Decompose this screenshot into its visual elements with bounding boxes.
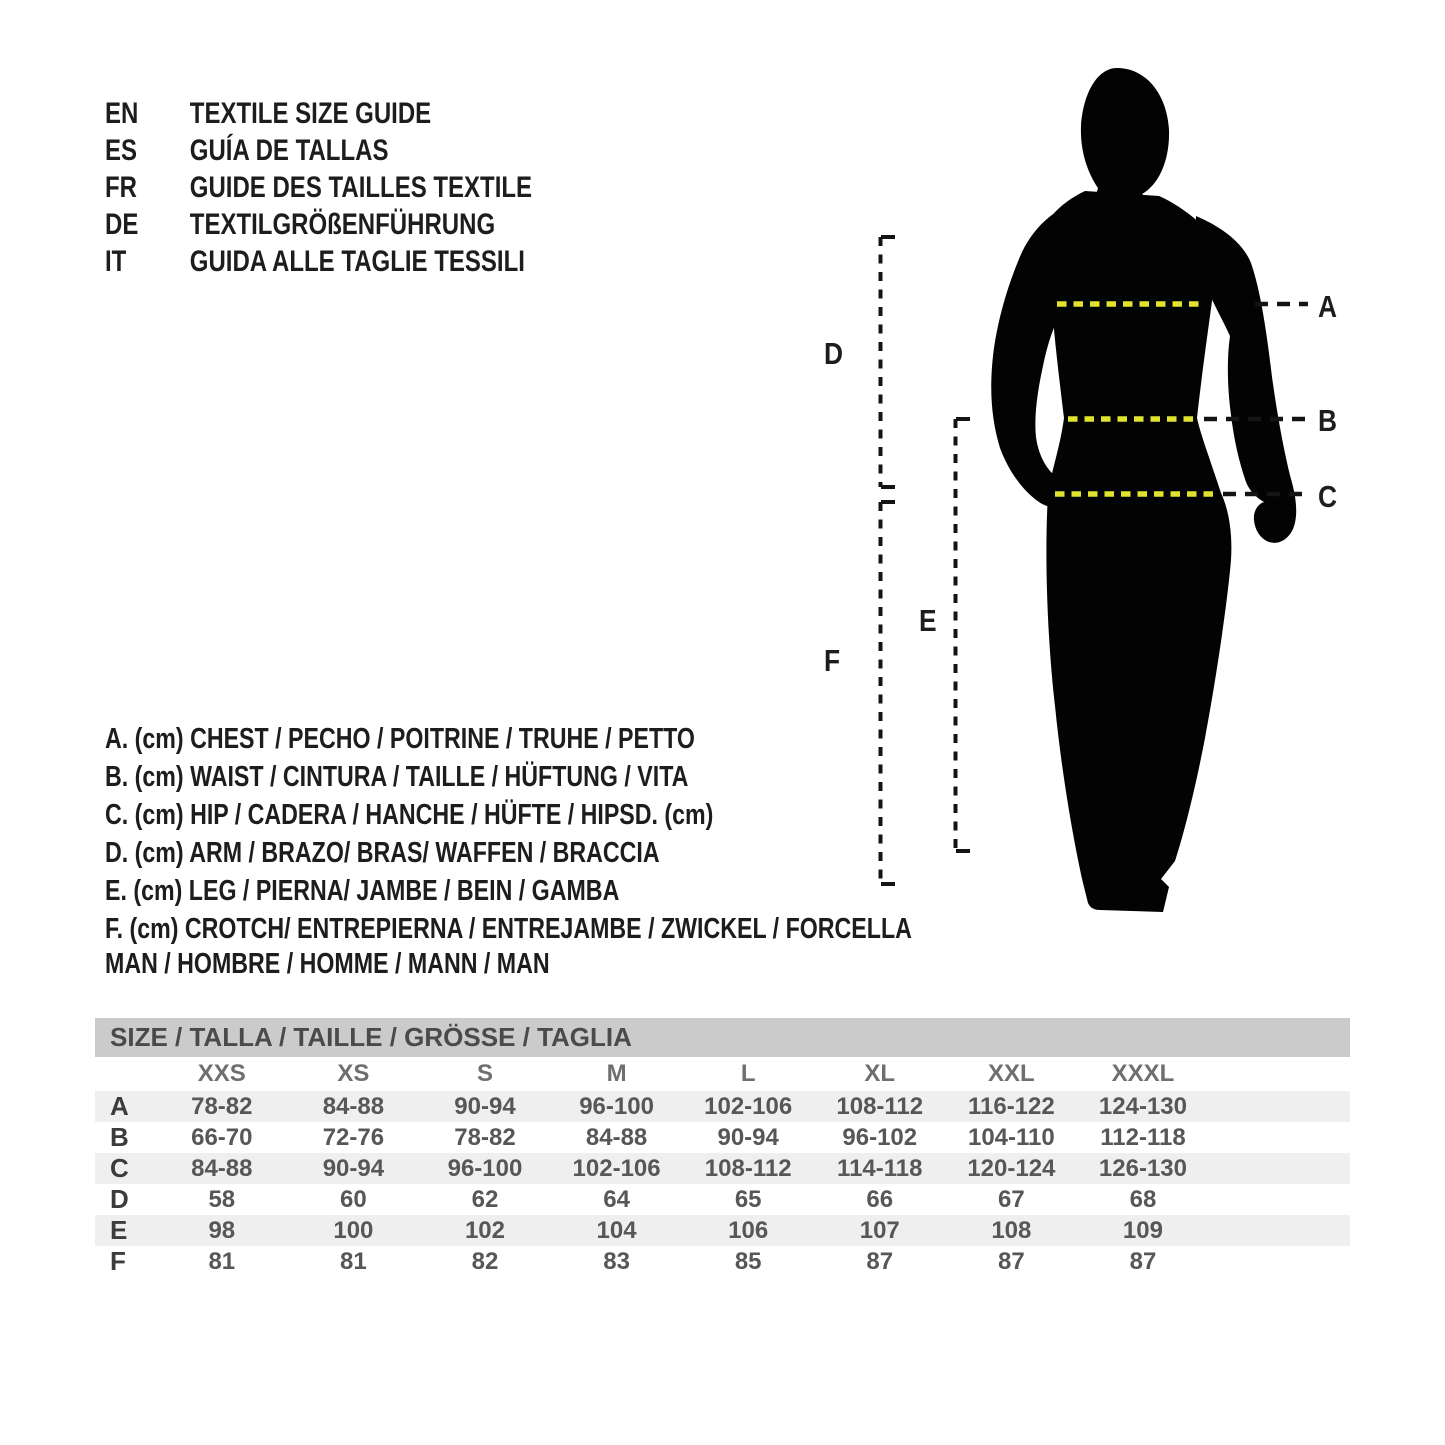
language-title: TEXTILE SIZE GUIDE (189, 97, 432, 130)
row-label: E (110, 1215, 128, 1245)
size-column-header: M (606, 1060, 627, 1087)
legend-item: B. (cm) WAIST / CINTURA / TAILLE / HÜFTUNG / VITA (105, 761, 689, 793)
size-value-cell: 87 (866, 1247, 894, 1275)
size-column-header: XS (337, 1060, 370, 1087)
row-label: C (110, 1153, 129, 1183)
size-value-cell: 66 (866, 1185, 894, 1213)
legend-item: E. (cm) LEG / PIERNA/ JAMBE / BEIN / GAMBA (105, 875, 620, 907)
language-code: DE (105, 208, 139, 241)
size-value-cell: 106 (728, 1216, 769, 1244)
size-value-cell: 116-122 (967, 1092, 1055, 1120)
size-value-cell: 84-88 (191, 1154, 253, 1182)
size-value-cell: 82 (471, 1247, 499, 1275)
row-label: B (110, 1122, 129, 1152)
size-value-cell: 104-110 (967, 1123, 1055, 1151)
size-value-cell: 60 (340, 1185, 367, 1213)
size-value-cell: 58 (208, 1185, 236, 1213)
size-table-row (95, 1246, 1350, 1277)
size-value-cell: 87 (998, 1247, 1025, 1275)
language-title: GUIDE DES TAILLES TEXTILE (189, 171, 533, 204)
size-value-cell: 107 (859, 1216, 900, 1244)
legend-item: C. (cm) HIP / CADERA / HANCHE / HÜFTE / HIPSD. (cm) (105, 799, 714, 831)
size-value-cell: 96-100 (579, 1092, 654, 1120)
size-value-cell: 100 (333, 1216, 374, 1244)
size-value-cell: 84-88 (322, 1092, 385, 1120)
size-value-cell: 78-82 (454, 1123, 516, 1151)
chest-label: A (1318, 290, 1338, 325)
size-value-cell: 114-118 (837, 1154, 923, 1182)
measurement-legend (105, 720, 912, 948)
size-value-cell: 108-112 (836, 1092, 924, 1120)
size-table-row (95, 1091, 1350, 1122)
size-value-cell: 102-106 (704, 1092, 793, 1120)
size-column-header: XXS (197, 1060, 246, 1087)
size-table (95, 1018, 1350, 1277)
language-code: ES (105, 134, 138, 167)
language-title: TEXTILGRÖßENFÜHRUNG (189, 208, 496, 241)
size-value-cell: 90-94 (454, 1092, 516, 1120)
size-table-row (95, 1153, 1350, 1184)
size-table-row (95, 1122, 1350, 1153)
size-value-cell: 66-70 (191, 1123, 253, 1151)
size-table-header: SIZE / TALLA / TAILLE / GRÖSSE / TAGLIA (95, 1018, 1350, 1057)
size-value-cell: 104 (596, 1216, 637, 1244)
size-value-cell: 102-106 (572, 1154, 661, 1182)
size-value-cell: 65 (734, 1185, 762, 1213)
legend-item: A. (cm) CHEST / PECHO / POITRINE / TRUHE / PETTO (105, 723, 695, 755)
size-value-cell: 78-82 (191, 1092, 253, 1120)
size-value-cell: 81 (340, 1247, 367, 1275)
category-line: MAN / HOMBRE / HOMME / MANN / MAN (105, 948, 550, 980)
language-title: GUIDA ALLE TAGLIE TESSILI (189, 245, 525, 278)
row-label: A (110, 1091, 129, 1121)
leg-label: E (919, 604, 937, 639)
size-value-cell: 67 (998, 1185, 1025, 1213)
size-value-cell: 72-76 (322, 1123, 385, 1151)
size-value-cell: 90-94 (322, 1154, 385, 1182)
size-column-header: XXXL (1111, 1060, 1175, 1087)
size-value-cell: 126-130 (1098, 1154, 1187, 1182)
size-value-cell: 102 (464, 1216, 505, 1244)
size-table-row (95, 1215, 1350, 1246)
size-value-cell: 96-100 (447, 1154, 523, 1182)
size-table-grid (95, 1057, 1350, 1277)
size-value-cell: 98 (208, 1216, 236, 1244)
arm-measure-line (881, 237, 896, 487)
silhouette-torso-legs (1046, 191, 1231, 912)
waist-label: B (1318, 404, 1338, 439)
size-value-cell: 109 (1122, 1216, 1163, 1244)
language-code: FR (105, 171, 137, 204)
size-column-header: L (740, 1060, 756, 1087)
size-value-cell: 87 (1129, 1247, 1157, 1275)
crotch-label: F (824, 644, 841, 679)
man-silhouette (991, 68, 1296, 912)
size-value-cell: 68 (1129, 1185, 1157, 1213)
language-code: EN (105, 97, 139, 130)
size-value-cell: 96-102 (842, 1123, 918, 1151)
size-value-cell: 64 (603, 1185, 630, 1213)
size-column-header: S (476, 1060, 493, 1087)
size-value-cell: 108 (991, 1216, 1032, 1244)
size-column-header: XL (864, 1060, 896, 1087)
size-value-cell: 84-88 (585, 1123, 648, 1151)
size-value-cell: 85 (734, 1247, 762, 1275)
size-value-cell: 81 (208, 1247, 236, 1275)
size-column-header: XXL (988, 1060, 1035, 1087)
row-label: D (110, 1184, 129, 1214)
size-value-cell: 120-124 (967, 1154, 1056, 1182)
leg-measure-line (956, 419, 971, 851)
hip-label: C (1318, 480, 1338, 515)
size-value-cell: 83 (603, 1247, 630, 1275)
arm-label: D (824, 337, 844, 372)
legend-item: D. (cm) ARM / BRAZO/ BRAS/ WAFFEN / BRACCIA (105, 837, 660, 869)
size-table-row (95, 1184, 1350, 1215)
size-value-cell: 62 (471, 1185, 499, 1213)
language-title: GUÍA DE TALLAS (189, 134, 389, 167)
size-value-cell: 90-94 (717, 1123, 779, 1151)
size-value-cell: 108-112 (704, 1154, 792, 1182)
row-label: F (110, 1246, 126, 1276)
size-value-cell: 112-118 (1100, 1123, 1186, 1151)
language-code: IT (105, 245, 127, 278)
legend-item: F. (cm) CROTCH/ ENTREPIERNA / ENTREJAMBE / ZWICKEL / FORCELLA (105, 913, 912, 945)
size-header-row (95, 1057, 1350, 1091)
size-value-cell: 124-130 (1098, 1092, 1187, 1120)
